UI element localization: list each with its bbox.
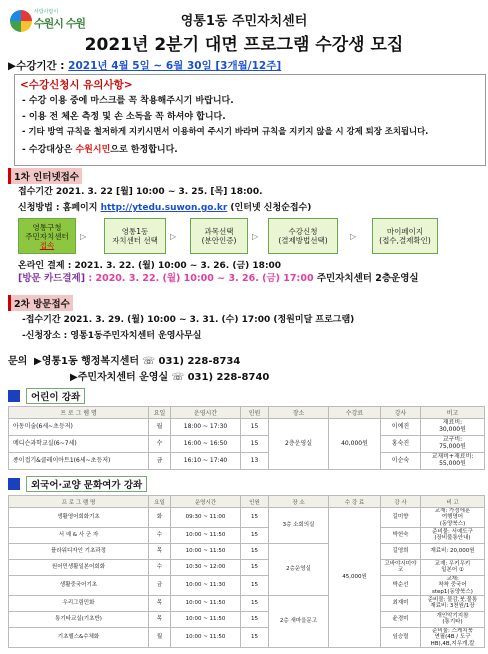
table-cell: 수 bbox=[149, 559, 171, 575]
table-cell: 수 bbox=[149, 436, 171, 453]
period-label: ▶수강기간 : bbox=[8, 60, 69, 72]
notice-item: - 수강대상은 수원시민으로 한정합니다. bbox=[22, 145, 178, 155]
table-cell: 목 bbox=[149, 543, 171, 559]
table-cell: 3층 소회의실 bbox=[269, 508, 329, 544]
table-cell: 목 bbox=[149, 595, 171, 611]
table-cell: 교재비+재료비: 55,000원 bbox=[421, 453, 485, 470]
table-cell: 우리그림민화 bbox=[9, 595, 149, 611]
table-cell: 15 bbox=[241, 527, 269, 543]
table-cell: 길영희 bbox=[381, 543, 421, 559]
step-5: 마이페이지 (접수,결제확인) bbox=[372, 218, 438, 254]
arrow-icon: ▷ bbox=[350, 232, 357, 241]
table-header-cell: 요일 bbox=[149, 496, 171, 508]
step-2: 영통1동 자치센터 선택 bbox=[104, 218, 166, 254]
table-cell: 15 bbox=[241, 627, 269, 647]
category-square-icon bbox=[8, 390, 20, 402]
table-cell: 플라워디자인 기초과정 bbox=[9, 543, 149, 559]
table-header-cell: 요일 bbox=[149, 407, 171, 419]
table-cell: 40,000원 bbox=[329, 419, 381, 470]
table-cell: 15 bbox=[241, 611, 269, 627]
table-cell: 10:00 ~ 11:50 bbox=[171, 527, 241, 543]
visit-period: -접수기간 2021. 3. 29. (월) 10:00 ~ 3. 31. (수) 17:00 (정원미달 프로그램) bbox=[22, 315, 355, 325]
table-cell: 아동미술(6세~초등저) bbox=[9, 419, 149, 436]
online-method: 신청방법 : 홈페이지 http://ytedu.suwon.go.kr (인터넷 신청순접수) bbox=[18, 203, 312, 213]
table-cell: 18:00 ~ 17:30 bbox=[171, 419, 241, 436]
table-cell: 교재: 가정에훈 여행영어 (동양북스) bbox=[421, 508, 485, 528]
table-row bbox=[9, 419, 485, 436]
table-cell: 10:00 ~ 11:50 bbox=[171, 595, 241, 611]
table-header-cell: 비고 bbox=[421, 407, 485, 419]
arrow-icon: ▷ bbox=[80, 232, 87, 241]
table-row bbox=[9, 543, 485, 559]
table-cell: 15 bbox=[241, 419, 269, 436]
table-cell: 박헌숙 bbox=[381, 527, 421, 543]
adult-category bbox=[8, 477, 147, 491]
table-cell: 교재: 착착 중국어 step1(동양북스) bbox=[421, 575, 485, 595]
table-cell: 15 bbox=[241, 508, 269, 528]
logo-small-text: 사람사람이 bbox=[34, 9, 59, 15]
table-header-cell: 수강료 bbox=[329, 407, 381, 419]
table-header-cell: 인원 bbox=[241, 407, 269, 419]
card-payment: [방문 카드결제] : 2020. 3. 22. (월) 10:00 ~ 3. 26. (금) 17:00 주민자치센터 2층운영실 bbox=[18, 273, 419, 284]
table-cell: 월 bbox=[149, 627, 171, 647]
category-square-icon bbox=[8, 478, 20, 490]
table-header-cell: 인원 bbox=[241, 496, 269, 508]
step-3: 과목선택 (분안인증) bbox=[190, 218, 248, 254]
visit-section-heading: 2차 방문접수 bbox=[8, 295, 73, 311]
table-cell: 기초헬스&수체화 bbox=[9, 627, 149, 647]
table-cell: 최재미 bbox=[381, 595, 421, 611]
org-title: 영통1동 주민자치센터 bbox=[180, 14, 308, 29]
table-cell: 15 bbox=[241, 559, 269, 575]
table-row bbox=[9, 453, 485, 470]
adult-table bbox=[8, 495, 485, 648]
table-cell: 수 bbox=[149, 527, 171, 543]
table-cell: 10:00 ~ 11:30 bbox=[171, 575, 241, 595]
online-period: 접수기간 2021. 3. 22 [월] 10:00 ~ 3. 25. [목] 18:00. bbox=[18, 187, 263, 197]
table-cell: 13 bbox=[241, 453, 269, 470]
table-header-cell: 비 고 bbox=[421, 496, 485, 508]
visit-place: -신청장소 : 영통1동주민자치센터 운영사무실 bbox=[22, 331, 202, 341]
contact-line-1: ▶영통1동 행정복지센터 ☏ 031) 228-8734 bbox=[34, 356, 241, 367]
table-cell: 이순숙 bbox=[381, 453, 421, 470]
table-cell: 10:00 ~ 11:50 bbox=[171, 627, 241, 647]
table-cell: 준비물: 물감,붓,물통 재료비: 3천원/1장 bbox=[421, 595, 485, 611]
table-row bbox=[9, 436, 485, 453]
online-payment: 온라인 결제 : 2021. 3. 22. (월) 10:00 ~ 3. 26. (금) 18:00 bbox=[18, 261, 282, 271]
page-title: 2021년 2분기 대면 프로그램 수강생 모집 bbox=[84, 35, 404, 55]
kids-category bbox=[8, 389, 85, 403]
table-header-cell: 운영시간 bbox=[171, 496, 241, 508]
table-cell: 10:00 ~ 11:50 bbox=[171, 543, 241, 559]
adult-category-title: 외국어·교양 문화여가 강좌 bbox=[26, 476, 147, 492]
table-cell: 재료비: 30,000원 bbox=[421, 419, 485, 436]
period-value: 2021년 4월 5일 ~ 6월 30일 [3개월/12주] bbox=[68, 60, 282, 72]
logo-text: 수원시 수원 bbox=[34, 17, 85, 30]
table-cell: 15 bbox=[241, 595, 269, 611]
table-header-row bbox=[9, 407, 485, 419]
table-row bbox=[9, 595, 485, 611]
contact-label: 문의 bbox=[8, 356, 28, 367]
online-section-heading: 1차 인터넷접수 bbox=[8, 168, 82, 184]
table-cell: 메디슨과학교실(6~7세) bbox=[9, 436, 149, 453]
table-cell: 16:00 ~ 16:50 bbox=[171, 436, 241, 453]
table-cell: 윤경미 bbox=[381, 611, 421, 627]
table-cell: 금 bbox=[149, 453, 171, 470]
table-header-cell: 강 사 bbox=[381, 496, 421, 508]
table-cell: 15 bbox=[241, 575, 269, 595]
table-row bbox=[9, 611, 485, 627]
table-cell: 준비물: 스케치북 연필(4B / 도구 HB),4B,지우개,칼 bbox=[421, 627, 485, 647]
citizen-highlight: 수원시민 bbox=[75, 145, 111, 155]
arrow-icon: ▷ bbox=[170, 232, 177, 241]
table-cell: 생활중국어기초 bbox=[9, 575, 149, 595]
step-4: 수강신청 (결제방법선택) bbox=[268, 218, 338, 254]
contact-line-2: ▶주민자치센터 운영실 ☏ 031) 228-8740 bbox=[70, 372, 270, 383]
table-header-cell: 프 로 그 램 명 bbox=[9, 496, 149, 508]
table-cell: 재료비: 20,000원 bbox=[421, 543, 485, 559]
arrow-icon: ▷ bbox=[252, 232, 259, 241]
notice-title: <수강신청시 유의사항> bbox=[20, 79, 133, 91]
table-cell: 09:30 ~ 11:00 bbox=[171, 508, 241, 528]
table-cell: 15 bbox=[241, 436, 269, 453]
table-cell: 교구비: 75,000원 bbox=[421, 436, 485, 453]
table-cell: 2층운영실 bbox=[269, 543, 329, 595]
notice-item: - 기타 방역 규칙을 철저하게 지키시면서 이용하여 주시기 바라며 규칙을 지키지 않을 시 강제 퇴장 조치됩니다. bbox=[22, 126, 429, 136]
kids-category-title: 어린이 강좌 bbox=[26, 388, 85, 404]
table-cell: 이예진 bbox=[381, 419, 421, 436]
table-row bbox=[9, 508, 485, 528]
table-cell: 고바야시미야코 bbox=[381, 559, 421, 575]
table-row bbox=[9, 627, 485, 647]
table-cell: 금 bbox=[149, 575, 171, 595]
table-cell: 월 bbox=[149, 419, 171, 436]
homepage-link[interactable]: http://ytedu.suwon.go.kr bbox=[100, 203, 228, 213]
table-header-row bbox=[9, 496, 485, 508]
table-row bbox=[9, 575, 485, 595]
notice-item: - 이용 전 체온 측정 및 손 소독을 꼭 하셔야 합니다. bbox=[22, 112, 226, 122]
table-cell: 임승렬 bbox=[381, 627, 421, 647]
table-cell: 교재: 우키우키 일본어 ① bbox=[421, 559, 485, 575]
course-period bbox=[8, 58, 281, 73]
table-header-cell: 수 강 료 bbox=[329, 496, 381, 508]
table-cell: 생활영어회화기초 bbox=[9, 508, 149, 528]
table-cell: 15 bbox=[241, 543, 269, 559]
table-cell: 10:30 ~ 12:00 bbox=[171, 559, 241, 575]
table-cell: 홍숙진 bbox=[381, 436, 421, 453]
table-cell: 종이접기&클레이아트1(6세~초등저) bbox=[9, 453, 149, 470]
table-header-cell: 프 로 그 램 명 bbox=[9, 407, 149, 419]
kids-table bbox=[8, 406, 485, 470]
step-1: 영통구청 주민자치센터 접속 bbox=[18, 218, 76, 254]
table-cell: 개인악기지참 (통기타) bbox=[421, 611, 485, 627]
table-cell: 준비물: 서예도구 (장비불통안내) bbox=[421, 527, 485, 543]
table-cell: 박순선 bbox=[381, 575, 421, 595]
table-row bbox=[9, 559, 485, 575]
table-cell: 통기타교실(기초반) bbox=[9, 611, 149, 627]
table-cell: 10:00 ~ 11:50 bbox=[171, 611, 241, 627]
table-cell: 원어민생활일본어회화 bbox=[9, 559, 149, 575]
notice-item: - 수강 이용 중에 마스크를 꼭 착용해주시기 바랍니다. bbox=[22, 96, 234, 106]
table-cell: 화 bbox=[149, 508, 171, 528]
table-cell: 2층 새마을문고 bbox=[269, 595, 329, 647]
table-header-cell: 강사 bbox=[381, 407, 421, 419]
table-header-cell: 운영시간 bbox=[171, 407, 241, 419]
table-cell: 길미향 bbox=[381, 508, 421, 528]
table-cell: 2층운영실 bbox=[269, 419, 329, 470]
table-cell: 16:10 ~ 17:40 bbox=[171, 453, 241, 470]
table-header-cell: 장 소 bbox=[269, 496, 329, 508]
table-cell: 45,000원 bbox=[329, 508, 381, 648]
table-row bbox=[9, 527, 485, 543]
table-header-cell: 장소 bbox=[269, 407, 329, 419]
table-cell: 목 bbox=[149, 611, 171, 627]
table-cell: 서 예 & 사 군 자 bbox=[9, 527, 149, 543]
